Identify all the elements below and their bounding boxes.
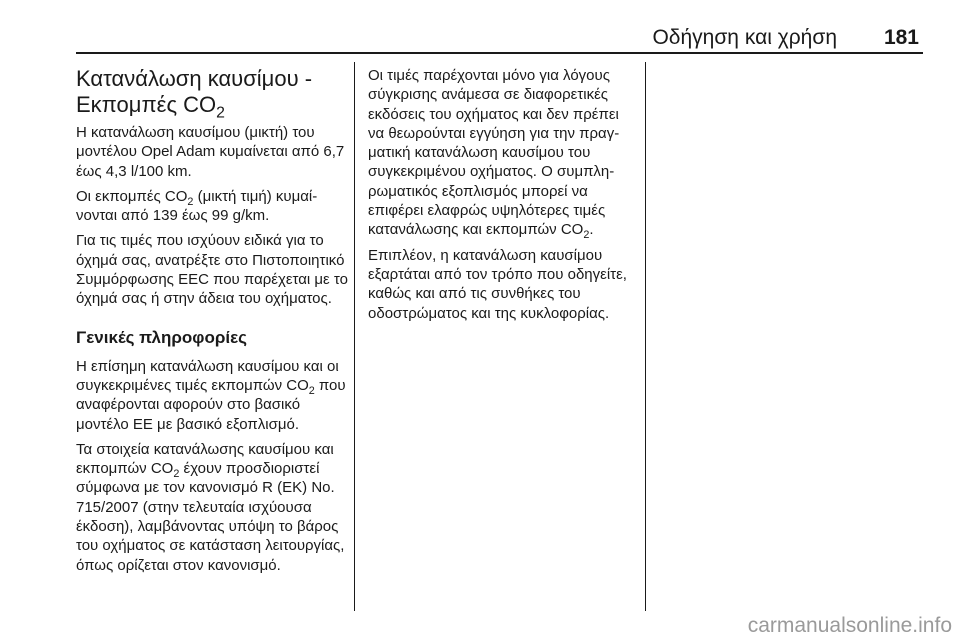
comparison-paragraph: Οι τιμές παρέχονται μόνο για λόγους σύγκρισης ανάμεσα σε διαφορετικές εκδόσεις του οχήματος και δεν πρέπει να θεωρούνται εγγύηση για την πραγματική κατανάλωση καυσίμου του συγκεκριμένου οχήματος. Ο συμπληρωματικός εξοπλισμός μπορεί να επιφέρει ελαφρώς υψηλότερες τιμές κατανάλωσης και εκπομπών $CO_2$. [368,67,620,242]
general-info-heading: Γενικές πληροφορίες [76,327,247,347]
column-divider-left [354,62,355,611]
section-title [76,66,348,122]
header-title: Οδήγηση και χρήση [652,26,837,49]
certificate-paragraph: Για τις τιμές που ισχύουν ειδικά για το όχημά σας, ανατρέξτε στο Πιστοποιητικό Συμμόρφωσης EEC που παρέχεται με το όχημά σας ή στην άδεια του οχήματος. [76,232,348,308]
middle-column [368,66,636,329]
driving-conditions-paragraph: Επιπλέον, η κατανάλωση καυσίμου εξαρτάται από τον τρόπο που οδηγείτε, καθώς και από τις συνθήκες του οδοστρώματος και της κυκλοφορίας. [368,246,627,322]
page-header [76,26,923,50]
section-title-subscript: 2 [216,104,225,122]
left-column [76,66,348,581]
official-consumption-paragraph: Η επίσημη κατανάλωση καυσίμου και οι συγκεκριμένες τιμές εκπομπών $CO_2$ που αναφέρονται αφορούν στο βασικό μοντέλο ΕΕ με βασικό εξοπλισμό. [76,357,346,433]
emissions-paragraph: Οι εκπομπές $CO_2$ (μικτή τιμή) κυμαίνονται από 139 έως 99 g/km. [76,187,318,225]
column-divider-right [645,62,646,611]
section-title-line2: Εκπομπές CO [76,92,217,117]
site-watermark: carmanualsonline.info [747,614,952,637]
consumption-paragraph: Η κατανάλωση καυσίμου (μικτή) του μοντέλου Opel Adam κυμαίνεται από 6,7 έως 4,3 l/100 km. [76,124,345,180]
page-number: 181 [883,26,919,49]
section-title-line1: Κατανάλωση καυσίμου - [76,66,313,91]
header-rule [76,52,923,54]
regulation-paragraph: Τα στοιχεία κατανάλωσης καυσίμου και εκπομπών $CO_2$ έχουν προσδιοριστεί σύμφωνα με τον κανονισμό R (ΕΚ) No. 715/2007 (στην τελευταία ισχύουσα έκδοση), λαμβάνοντας υπόψη το βάρος του οχήματος σε κατάσταση λειτουργίας, όπως ορίζεται στον κανονισμό. [76,440,345,574]
